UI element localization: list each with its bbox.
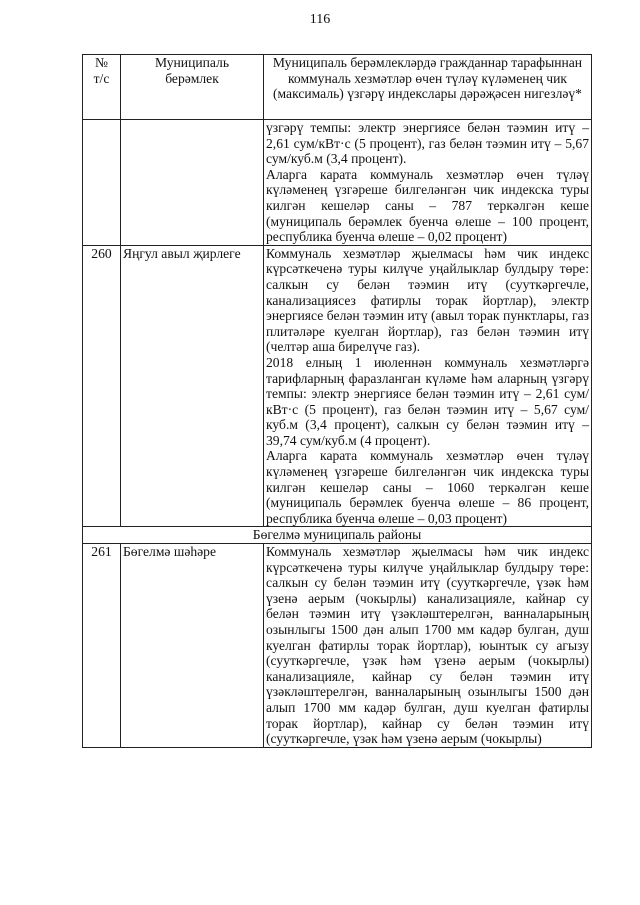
section-row — [83, 527, 592, 544]
header-description: Муниципаль берәмлекләрдә гражданнар тарафыннан коммуналь хезмәтләр өчен түләү күләменең чик (максималь) үзгәрү индекслары дәрәҗәсен нигезләү* — [264, 55, 592, 120]
table-row — [83, 544, 592, 748]
paragraph: Коммуналь хезмәтләр җыелмасы һәм чик индекс күрсәткеченә туры килүче уңайлыклар булдыру төре: салкын су белән тәэмин итү (сууткәргечле, канализациясез фатирлы торак йортлар), электр энергиясе белән тәэмин итү (авыл торак пунктлары, газ плитәләре куелган йортлар), газ белән тәэмин итү (челтәр аша бирелүче газ). — [266, 245, 589, 355]
row-description — [264, 544, 592, 748]
table-row — [83, 120, 592, 246]
row-description — [264, 245, 592, 527]
page-number: 116 — [309, 12, 331, 27]
paragraph: Аларга карата коммуналь хезмәтләр өчен түләү күләменең үзгәреше билгеләнгән чик индекска туры килгән кешеләр саны – 787 теркәлгән кеше (муниципаль берәмлек буенча өлеше – 100 процент, республика буенча өлеше – 0,02 процент) — [266, 166, 589, 245]
document-table — [82, 54, 592, 748]
table-header-row — [83, 55, 592, 120]
paragraph: Аларга карата коммуналь хезмәтләр өчен түләү күләменең үзгәреше билгеләнгән чик индекска туры килгән кешеләр саны – 1060 теркәлгән кеше (муниципаль берәмлек буенча өлеше – 86 процент, республика буенча өлеше – 0,03 процент) — [266, 448, 589, 526]
row-num: 260 — [83, 245, 121, 527]
paragraph: Коммуналь хезмәтләр җыелмасы һәм чик индекс күрсәткеченә туры килүче уңайлыклар булдыру төре: салкын су белән тәэмин итү (сууткәргечле, үзәк һәм үзенә аерым (чокырлы) канализацияле, кайнар су белән тәэмин итү үзәкләштерелгән, ванналарының озынлыгы 1500 дән алып 1700 мм кадәр булган, душ куелган фатирлы торак йортлар), юынтык су агызу (сууткәргечле, үзәк һәм үзенә аерым (чокырлы) канализацияле, кайнар су белән тәэмин итү үзәкләштерелгән, ванналарының озынлыгы 1500 дән алып 1700 мм кадәр булган, душ куелган фатирлы торак йортлар), кайнар су белән тәэмин итү (сууткәргечле, үзәк һәм үзенә аерым (чокырлы) — [266, 544, 589, 747]
row-municipality: Яңгул авыл җирлеге — [121, 245, 264, 527]
row-municipality — [121, 120, 264, 246]
section-title: Бөгелмә муниципаль районы — [83, 527, 592, 544]
row-description — [264, 120, 592, 246]
header-num: № т/с — [83, 55, 121, 120]
paragraph: 2018 елның 1 июленнән коммуналь хезмәтләргә тарифларның фаразланган күләме һәм аларның үзгәрү темпы: электр энергиясе белән тәэмин итү – 2,61 сум/кВт·с (5 процент), газ белән тәэмин итү – 5,67 сум/куб.м (3,4 процент), салкын су белән тәэмин итү – 39,74 сум/куб.м (4 процент). — [266, 354, 589, 448]
row-num: 261 — [83, 544, 121, 748]
row-num — [83, 120, 121, 246]
paragraph: үзгәрү темпы: электр энергиясе белән тәэмин итү – 2,61 сум/кВт·с (5 процент), газ белән тәэмин итү – 5,67 сум/куб.м (3,4 процент). — [266, 120, 589, 167]
table-row — [83, 245, 592, 527]
row-municipality: Бөгелмә шәһәре — [121, 544, 264, 748]
header-municipality: Муниципаль берәмлек — [121, 55, 264, 120]
